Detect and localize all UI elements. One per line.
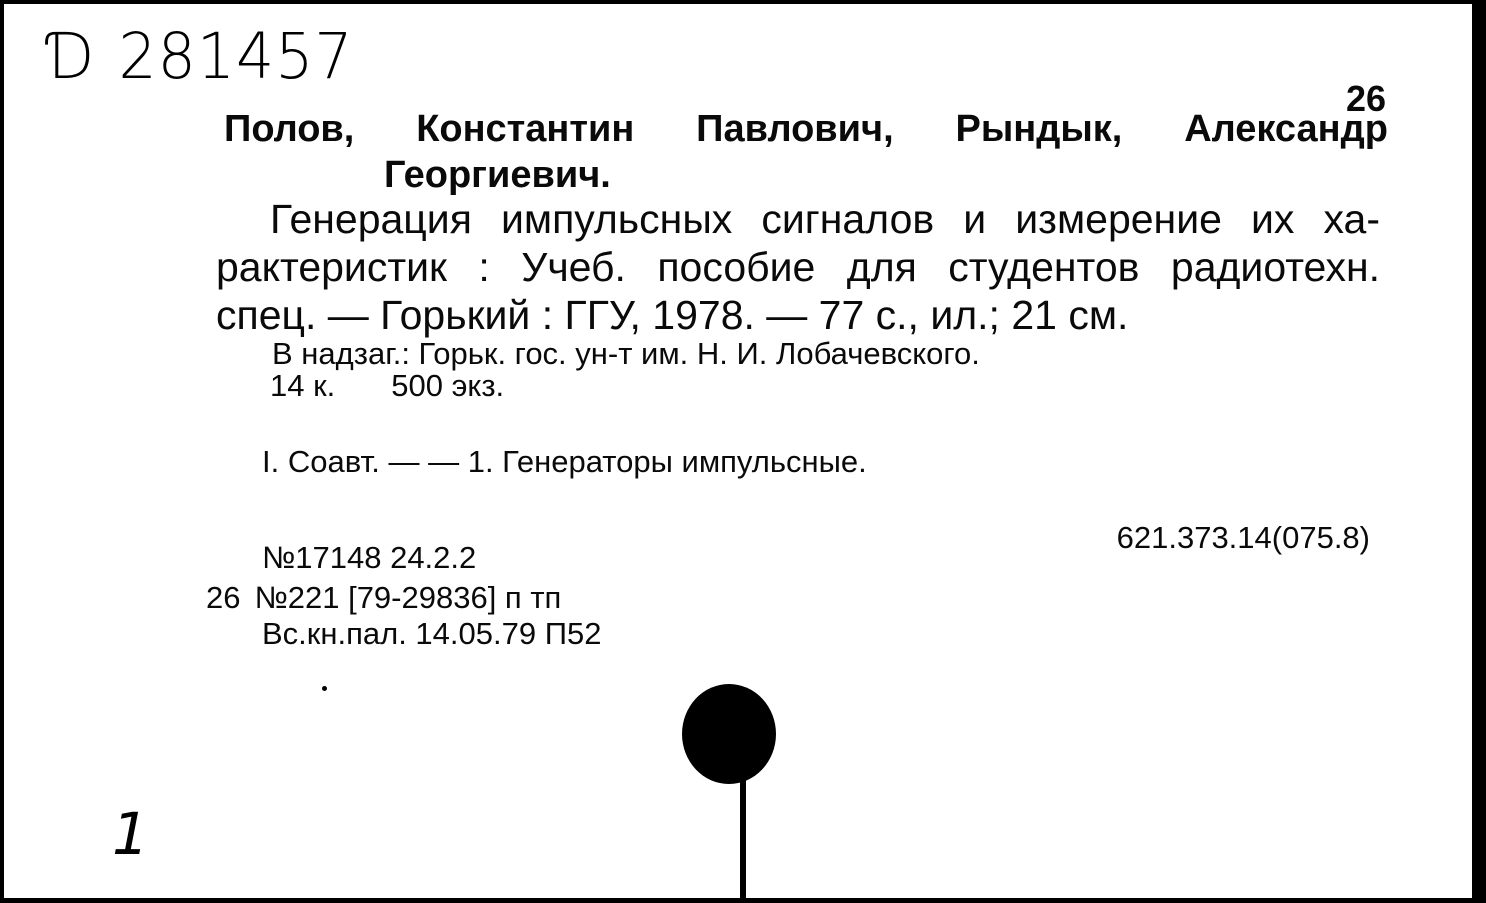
author-word-5: Александр xyxy=(1184,108,1388,150)
author-word-3: Павлович, xyxy=(696,108,894,150)
author-word-2: Константин xyxy=(416,108,635,150)
card-border-right xyxy=(1472,0,1486,903)
ink-dot xyxy=(322,686,327,691)
price: 14 к. xyxy=(270,368,336,403)
record-line-1: №17148 24.2.2 xyxy=(262,540,477,575)
author-heading-continued: Георгиевич. xyxy=(384,154,611,196)
author-word-4: Рындык, xyxy=(955,108,1123,150)
punch-hole-slot xyxy=(740,770,746,900)
card-border-left xyxy=(0,0,4,903)
author-word-1: Полов, xyxy=(224,108,355,150)
title-line-2: рактеристик : Учеб. пособие для студентов радиотехн. xyxy=(216,244,1380,290)
price-and-copies xyxy=(270,368,504,404)
tracings: I. Соавт. — — 1. Генераторы импульсные. xyxy=(262,444,867,479)
series-note: В надзаг.: Горьк. гос. ун-т им. Н. И. Лобачевского. xyxy=(272,336,980,371)
punch-hole xyxy=(682,684,776,784)
record-line-2 xyxy=(206,580,561,616)
udc-code: 621.373.14(075.8) xyxy=(1116,520,1370,555)
record-prefix: 26 xyxy=(206,580,241,615)
title-line-3: спец. — Горький : ГГУ, 1978. — 77 с., ил.; 21 см. xyxy=(216,292,1129,338)
record-line-3: Вс.кн.пал. 14.05.79 П52 xyxy=(262,616,602,651)
record-line-2-text: №221 [79-29836] п тп xyxy=(254,580,562,615)
handwritten-inventory-number: Ɗ 281457 xyxy=(48,20,354,94)
handwritten-mark: 1 xyxy=(112,800,149,868)
print-run: 500 экз. xyxy=(391,368,505,403)
card-border-top xyxy=(0,0,1486,4)
title-line-1: Генерация импульсных сигналов и измерение их ха- xyxy=(270,196,1380,242)
author-heading xyxy=(224,108,1388,151)
corner-number: 26 xyxy=(1345,78,1386,119)
